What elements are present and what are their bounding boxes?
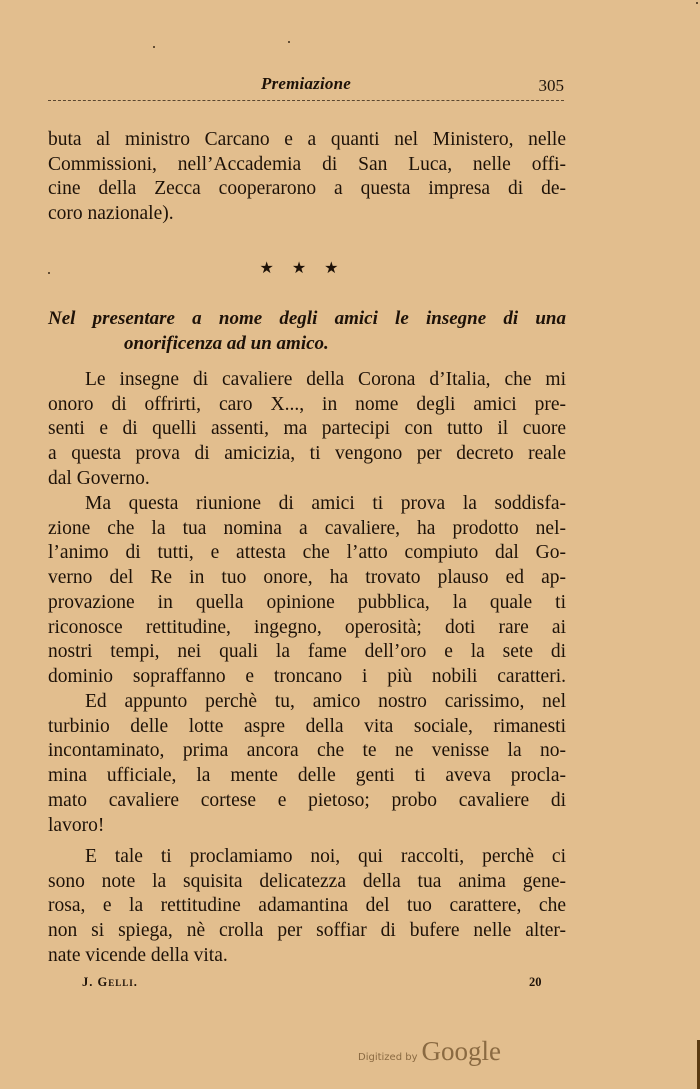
text-line: cine della Zecca cooperarono a questa impresa di de- [48, 178, 566, 200]
author-signature: J. Gelli. [82, 975, 138, 989]
text-line: mato cavaliere cortese e pietoso; probo cavaliere di [48, 789, 566, 811]
text-line: sono note la squisita delicatezza della tua anima gene- [48, 870, 566, 892]
paragraph-4 [48, 845, 566, 969]
paragraph-1 [48, 368, 566, 492]
text-line: Commissioni, nell’Accademia di San Luca, nelle offi- [48, 153, 566, 175]
digitized-watermark [358, 1036, 501, 1067]
text-line: senti e di quelli assenti, ma partecipi con tutto il cuore [48, 418, 566, 440]
text-line: mina ufficiale, la mente delle genti ti aveva procla- [48, 765, 566, 787]
text-line: lavoro! [48, 814, 105, 836]
paragraph-3 [48, 690, 566, 838]
text-line: rosa, e la rettitudine adamantina del tuo carattere, che [48, 895, 566, 917]
text-line: nostri tempi, nei quali la fame dell’oro e la sete di [48, 641, 566, 663]
text-line: dal Governo. [48, 467, 150, 489]
speck [696, 2, 698, 4]
text-line: non si spiega, nè crolla per soffiar di bufere nelle alter- [48, 920, 566, 942]
text-line: onoro di offrirti, caro X..., in nome degli amici pre- [48, 393, 566, 415]
text-line: incontaminato, prima ancora che te ne venisse la no- [48, 740, 566, 762]
text-line: Ed appunto perchè tu, amico nostro carissimo, nel [85, 691, 566, 712]
text-line: riconosce rettitudine, ingegno, operosità; doti rare ai [48, 616, 566, 638]
heading-line: onorificenza ad un amico. [124, 333, 329, 354]
text-line: l’animo di tutti, e attesta che l’atto compiuto dal Go- [48, 542, 566, 564]
signature-mark: 20 [529, 975, 542, 989]
text-line: zione che la tua nomina a cavaliere, ha prodotto nel- [48, 517, 566, 539]
text-line: verno del Re in tuo onore, ha trovato plauso ed ap- [48, 567, 566, 589]
continuation-paragraph [48, 128, 566, 227]
text-line: nate vicende della vita. [48, 944, 228, 966]
text-line: E tale ti proclamiamo noi, qui raccolti, perchè ci [85, 846, 566, 867]
watermark-brand: Google [421, 1036, 501, 1066]
running-head [48, 72, 564, 96]
speck [153, 46, 155, 48]
text-line: dominio sopraffanno e troncano i più nobili caratteri. [48, 665, 566, 687]
paragraph-2 [48, 492, 566, 690]
watermark-prefix: Digitized by [358, 1052, 418, 1063]
text-line: Ma questa riunione di amici ti prova la soddisfa- [85, 493, 566, 514]
running-title: Premiazione [260, 74, 352, 93]
header-rule [48, 100, 564, 101]
text-line: Le insegne di cavaliere della Corona d’Italia, che mi [85, 369, 566, 390]
heading-line: Nel presentare a nome degli amici le insegne di una [48, 308, 566, 329]
page-number: 305 [538, 76, 564, 95]
text-line: provazione in quella opinione pubblica, la quale ti [48, 591, 566, 613]
asterism: ★★★ [259, 260, 357, 277]
section-heading [48, 306, 566, 356]
speck [288, 41, 290, 43]
text-line: turbinio delle lotte aspre della vita sociale, rimanesti [48, 715, 566, 737]
speck [48, 272, 50, 274]
section-separator [0, 258, 616, 278]
text-line: buta al ministro Carcano e a quanti nel Ministero, nelle [48, 129, 566, 150]
text-line: coro nazionale). [48, 203, 174, 225]
text-line: a questa prova di amicizia, ti vengono per decreto reale [48, 443, 566, 465]
